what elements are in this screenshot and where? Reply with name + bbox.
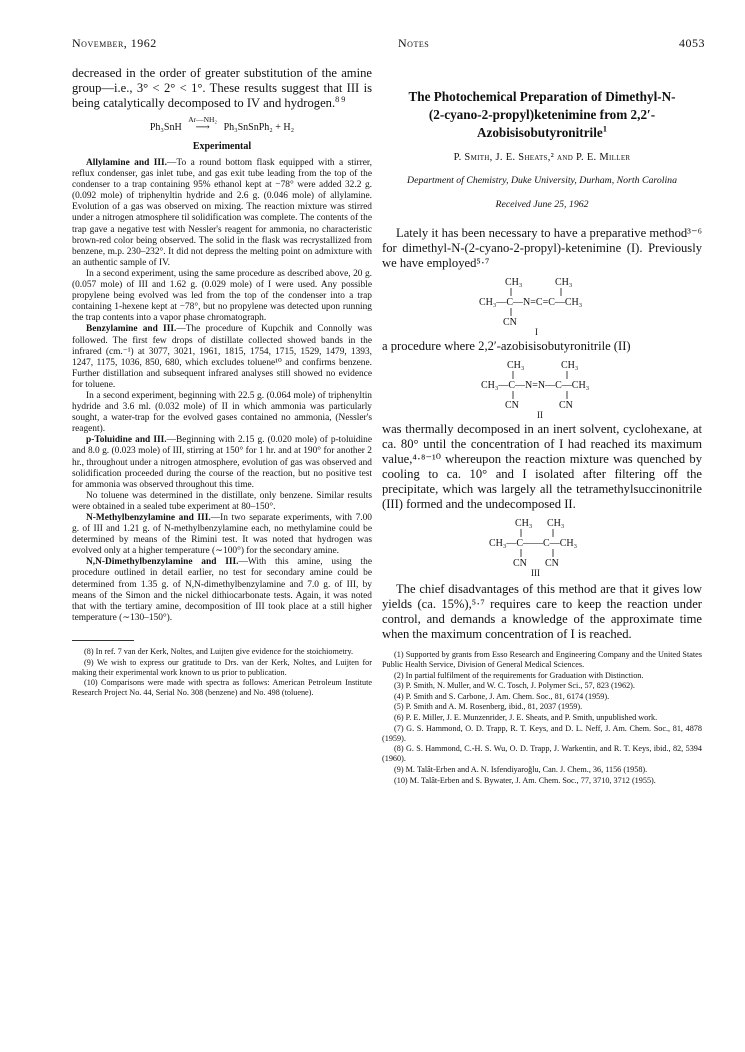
svg-text:CN: CN: [559, 400, 573, 411]
paragraph-lead: Allylamine and III.: [86, 158, 168, 168]
paragraph-text: No toluene was determined in the distillate, only benzene. Similar results were obtained in a sealed tube experiment at 80–150°.: [72, 490, 372, 512]
svg-text:CH₃—C——C—CH₃: CH₃—C——C—CH₃: [489, 538, 578, 549]
intro-paragraph: decreased in the order of greater substitution of the amine group—i.e., 3° < 2° < 1°. These results suggest that III is being catalytically decomposed to IV and hydrogen.$^{8 9}$: [72, 66, 372, 110]
reaction-arrow: ⟶: [195, 122, 210, 133]
left-column: [72, 66, 372, 699]
paragraph-text: —In two separate experiments, with 7.00 g. of III and 1.21 g. of N-methylbenzylamine each, no methylamine could be determined by means of the Rimini test. It was noted that hydrogen was evolved only at a higher temperature (∼100°) for the secondary amine.: [72, 513, 372, 557]
structure-I: [457, 275, 627, 335]
structure-III: [457, 516, 627, 576]
experimental-paragraph: [72, 158, 372, 269]
paragraph-lead: Benzylamine and III.: [86, 324, 177, 335]
paragraph-text: —The procedure of Kupchik and Connolly was followed. The first few drops of distillate collected showed bands in the infrared (cm.⁻¹) at 3077, 3021, 1961, 1815, 1754, 1715, 1529, 1479, 1393, 1247, 1175, 1036, 850, 680, which excludes toluene¹⁰ and confirms benzene. Further distillation and subsequent infrared analyses still showed no evidence for toluene.: [72, 324, 372, 390]
footnote: (2) In partial fulfilment of the requirements for Graduation with Distinction.: [394, 670, 644, 680]
experimental-paragraph: [72, 557, 372, 624]
svg-text:CH₃: CH₃: [547, 518, 565, 529]
svg-text:CH₃: CH₃: [505, 277, 523, 288]
footnote: (1) Supported by grants from Esso Research and Engineering Company and the United States Public Health Service, Division of General Medical Sciences.: [382, 650, 702, 670]
article-title: The Photochemical Preparation of Dimethyl-N-(2-cyano-2-propyl)ketenimine from 2,2′-Azobisisobutyronitrile$^1$: [408, 89, 676, 140]
paragraph-3: was thermally decomposed in an inert solvent, cyclohexane, at ca. 80° until the concentration of I had reached its maximum value,⁴·⁸⁻¹⁰ whereupon the reaction mixture was quenched by cooling to ca. 10° and I isolated after filtering off the precipitate, which was largely all the tetramethylsuccinonitrile (III) formed and the undecomposed II.: [382, 422, 702, 511]
section-heading-experimental: Experimental: [192, 141, 252, 152]
footnote: (8) G. S. Hammond, C.-H. S. Wu, O. D. Trapp, J. Warkentin, and R. T. Keys, ibid., 82, 5394 (1960).: [382, 744, 702, 764]
arrow-label: Ar—NH₂: [188, 115, 218, 124]
page-header: [72, 36, 705, 54]
footnote-rule: [72, 640, 134, 641]
paragraph-text: In a second experiment, beginning with 22.5 g. (0.064 mole) of triphenyltin hydride and 3.6 ml. (0.032 mole) of II in which ammonia was particularly sought, a water-trap for the evolved gases contained no ammonia, (Nessler's reagent).: [72, 390, 372, 435]
svg-text:CH₃: CH₃: [555, 277, 573, 288]
left-footnotes: [72, 647, 372, 698]
header-date: November, 1962: [72, 36, 157, 50]
svg-text:II: II: [537, 410, 543, 418]
svg-text:I: I: [535, 327, 538, 335]
svg-text:CH₃: CH₃: [515, 518, 533, 529]
svg-text:CN: CN: [505, 400, 519, 411]
header-section: Notes: [398, 36, 430, 50]
paragraph-text: —With this amine, using the procedure outlined in detail earlier, no test for secondary amine could be determined from 1.35 g. of N,N-dimethylbenzylamine and 7.0 g. of III, by means of the Simon and the nickel dithiocarbonate tests. Again, it was noted that with the tertiary amine, decomposition of III took place at a still higher temperature (∼130–150°).: [72, 557, 372, 623]
footnote: (5) P. Smith and A. M. Rosenberg, ibid., 81, 2037 (1959).: [394, 702, 583, 712]
svg-text:CH₃: CH₃: [561, 360, 579, 371]
svg-text:CN: CN: [503, 317, 517, 328]
paragraph-text: In a second experiment, using the same procedure as described above, 20 g. (0.057 mole) of III and 1.62 g. (0.029 mole) of I were used. Any possible propylene being evolved was led from the top of the condenser into a trap containing 1-hexene kept at −78°, but no propylene was detected upon running the trap contents into a vapor phase chromatograph.: [72, 268, 372, 324]
svg-text:CH₃—C—N=N—C—CH₃: CH₃—C—N=N—C—CH₃: [481, 380, 590, 391]
paragraph-4: The chief disadvantages of this method are that it gives low yields (ca. 15%),⁵·⁷ requires care to keep the reaction under control, and demands a knowledge of the approximate time when the maximum concentration of I is reached.: [382, 582, 702, 641]
footnote: (9) M. Talât-Erben and A. N. Isfendiyaroğlu, Can. J. Chem., 36, 1156 (1958).: [394, 765, 648, 775]
experimental-paragraph: [72, 324, 372, 391]
experimental-paragraph: [72, 269, 372, 324]
footnote: (8) In ref. 7 van der Kerk, Noltes, and Luijten give evidence for the stoichiometry.: [84, 646, 354, 656]
right-footnotes: [382, 650, 702, 786]
paragraph-lead: p-Toluidine and III.: [86, 435, 167, 446]
svg-text:CH₃: CH₃: [507, 360, 525, 371]
article-authors: P. Smith, J. E. Sheats,² and P. E. Miller: [453, 152, 631, 163]
page-number: 4053: [679, 36, 705, 50]
received-date: Received June 25, 1962: [495, 199, 589, 210]
footnote: (3) P. Smith, N. Muller, and W. C. Tosch, J. Polymer Sci., 57, 823 (1962).: [394, 681, 635, 691]
experimental-paragraph: [72, 435, 372, 490]
footnote: (9) We wish to express our gratitude to Drs. van der Kerk, Noltes, and Luijten for making their experimental work known to us prior to publication.: [72, 657, 372, 677]
footnote: (6) P. E. Miller, J. E. Munzenrider, J. E. Sheats, and P. Smith, unpublished work.: [394, 713, 658, 723]
footnote: (7) G. S. Hammond, O. D. Trapp, R. T. Keys, and D. L. Neff, J. Am. Chem. Soc., 81, 4878 (1959).: [382, 723, 702, 743]
experimental-paragraph: [72, 513, 372, 557]
article-affiliation: Department of Chemistry, Duke University, Durham, North Carolina: [407, 175, 677, 186]
paragraph-2: a procedure where 2,2′-azobisisobutyronitrile (II): [382, 339, 631, 353]
structure-II: [457, 358, 627, 418]
paragraph-text: —To a round bottom flask equipped with a stirrer, reflux condenser, gas inlet tube, and gas exit tube leading from the top of the condenser to a trap containing 95% ethanol kept at −78° were added 32.2 g. (0.092 mole) of triphenyltin hydride and 2.6 g. (0.046 mole) of allylamine. Evolution of a gas was observed on mixing. The reaction mixture was stirred under a nitrogen atmosphere til solidification was complete. The contents of the trap gave a negative test with Nessler's reagent for ammonia, no characteristic brown-red color being observed. The solid in the flask was recrystallized from benzene, m.p. 230–232°. It did not depress the melting point on admixture with an authentic sample of IV.: [72, 158, 372, 268]
right-column: [382, 66, 702, 786]
reaction-equation: Ph₃SnH Ar—NH₂ ⟶ Ph₃SnSnPh₂ + H₂: [149, 115, 295, 133]
experimental-paragraph: [72, 391, 372, 435]
svg-text:CH₃—C—N=C=C—CH₃: CH₃—C—N=C=C—CH₃: [479, 297, 583, 308]
paragraph-text: —Beginning with 2.15 g. (0.020 mole) of p-toluidine and 8.0 g. (0.023 mole) of III, stirring at 150° for 1 hr. and at 190° for another 2 hr., throughout under a nitrogen atmosphere, evolution of gas was observed and solidification proceeded during the course of the reaction, but no positive test for ammonia was observed throughout this time.: [72, 435, 372, 490]
paragraph-lead: N,N-Dimethylbenzylamine and III.: [86, 557, 239, 568]
svg-text:CN: CN: [513, 558, 527, 569]
footnote: (10) Comparisons were made with spectra as follows: American Petroleum Institute Research Project No. 44, Serial No. 308 (benzene) and No. 498 (toluene).: [72, 678, 372, 698]
footnote: (10) M. Talât-Erben and S. Bywater, J. Am. Chem. Soc., 77, 3710, 3712 (1955).: [394, 775, 656, 785]
experimental-paragraphs: [72, 158, 372, 624]
svg-text:CN: CN: [545, 558, 559, 569]
svg-text:III: III: [531, 568, 540, 576]
experimental-paragraph: [72, 491, 372, 513]
paragraph-1: Lately it has been necessary to have a preparative method³⁻⁶ for dimethyl-N-(2-cyano-2-propyl)-ketenimine (I). Previously we have employed⁵·⁷: [382, 226, 702, 270]
footnote: (4) P. Smith and S. Carbone, J. Am. Chem. Soc., 81, 6174 (1959).: [394, 691, 610, 701]
paragraph-lead: N-Methylbenzylamine and III.: [86, 513, 211, 523]
